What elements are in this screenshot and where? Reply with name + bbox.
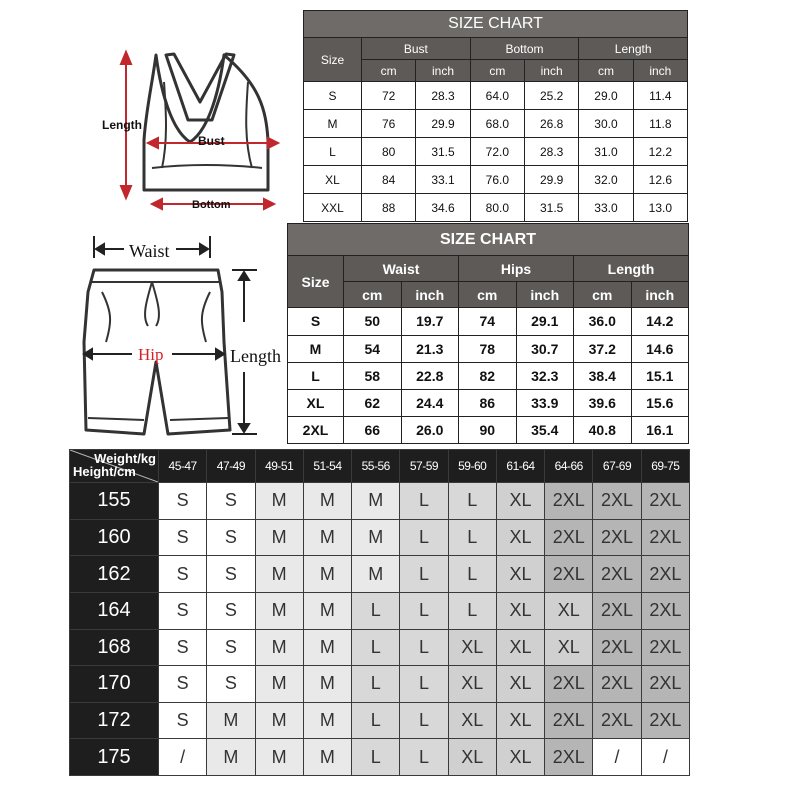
height-cell: 164 — [70, 592, 159, 629]
size-recommendation-cell: 2XL — [593, 629, 641, 666]
size-recommendation-cell: / — [159, 739, 207, 776]
bra-value-cell: 12.6 — [633, 166, 687, 194]
size-recommendation-cell: S — [207, 556, 255, 593]
fit-row — [70, 666, 690, 703]
size-recommendation-cell: XL — [496, 556, 544, 593]
bra-value-cell: 72.0 — [470, 138, 524, 166]
size-recommendation-cell: M — [303, 519, 351, 556]
size-recommendation-cell: M — [255, 666, 303, 703]
shorts-value-cell: 78 — [459, 335, 517, 362]
shorts-size-cell: S — [288, 308, 344, 335]
bra-value-cell: 31.0 — [579, 138, 633, 166]
fit-row — [70, 629, 690, 666]
bra-group-header: Bust — [362, 38, 471, 60]
bra-bust-label: Bust — [198, 134, 225, 148]
size-recommendation-cell: XL — [496, 592, 544, 629]
shorts-unit-header: inch — [401, 282, 459, 308]
size-recommendation-cell: XL — [448, 739, 496, 776]
bra-unit-header: inch — [416, 60, 470, 82]
size-recommendation-cell: L — [400, 592, 448, 629]
bra-unit-header: cm — [470, 60, 524, 82]
shorts-value-cell: 36.0 — [574, 308, 632, 335]
size-recommendation-cell: XL — [545, 592, 593, 629]
bra-value-cell: 80.0 — [470, 194, 524, 222]
weight-range-header: 59-60 — [448, 450, 496, 483]
shorts-length-label: Length — [230, 346, 281, 366]
shorts-group-header: Waist — [344, 256, 459, 282]
size-recommendation-cell: L — [400, 702, 448, 739]
size-recommendation-cell: XL — [496, 483, 544, 520]
shorts-value-cell: 29.1 — [516, 308, 574, 335]
bra-size-chart — [303, 10, 688, 222]
size-recommendation-cell: L — [352, 592, 400, 629]
bra-value-cell: 31.5 — [524, 194, 578, 222]
shorts-value-cell: 15.6 — [631, 389, 689, 416]
shorts-value-cell: 39.6 — [574, 389, 632, 416]
shorts-row — [288, 308, 689, 335]
size-recommendation-cell: L — [400, 739, 448, 776]
size-recommendation-cell: XL — [448, 702, 496, 739]
shorts-size-cell: L — [288, 362, 344, 389]
size-recommendation-cell: L — [352, 702, 400, 739]
shorts-group-header: Length — [574, 256, 689, 282]
height-cell: 168 — [70, 629, 159, 666]
size-recommendation-cell: M — [352, 519, 400, 556]
size-recommendation-cell: 2XL — [545, 739, 593, 776]
size-recommendation-cell: M — [207, 739, 255, 776]
size-recommendation-cell: M — [255, 592, 303, 629]
shorts-value-cell: 16.1 — [631, 416, 689, 443]
bra-size-cell: XXL — [304, 194, 362, 222]
shorts-size-cell: XL — [288, 389, 344, 416]
size-recommendation-cell: S — [207, 592, 255, 629]
fit-row — [70, 483, 690, 520]
bra-value-cell: 25.2 — [524, 82, 578, 110]
size-recommendation-cell: M — [255, 483, 303, 520]
bra-chart-body — [304, 82, 688, 222]
bra-value-cell: 12.2 — [633, 138, 687, 166]
bra-length-label: Length — [102, 118, 142, 132]
bra-value-cell: 29.0 — [579, 82, 633, 110]
size-recommendation-cell: M — [255, 519, 303, 556]
bra-value-cell: 29.9 — [416, 110, 470, 138]
weight-range-header: 57-59 — [400, 450, 448, 483]
bra-value-cell: 11.8 — [633, 110, 687, 138]
size-recommendation-cell: M — [303, 629, 351, 666]
bra-value-cell: 33.1 — [416, 166, 470, 194]
size-recommendation-cell: L — [448, 556, 496, 593]
shorts-value-cell: 35.4 — [516, 416, 574, 443]
size-recommendation-cell: L — [352, 629, 400, 666]
fit-row — [70, 556, 690, 593]
size-recommendation-cell: M — [207, 702, 255, 739]
size-recommendation-cell: 2XL — [641, 483, 689, 520]
shorts-row — [288, 362, 689, 389]
size-recommendation-cell: S — [159, 519, 207, 556]
size-recommendation-cell: 2XL — [641, 519, 689, 556]
size-recommendation-cell: M — [303, 702, 351, 739]
height-cell: 160 — [70, 519, 159, 556]
size-recommendation-cell: S — [207, 629, 255, 666]
size-recommendation-cell: M — [303, 483, 351, 520]
shorts-chart-title: SIZE CHART — [288, 224, 689, 256]
shorts-value-cell: 19.7 — [401, 308, 459, 335]
bra-value-cell: 33.0 — [579, 194, 633, 222]
shorts-value-cell: 54 — [344, 335, 402, 362]
bra-value-cell: 30.0 — [579, 110, 633, 138]
shorts-drawing — [72, 222, 282, 442]
size-recommendation-cell: M — [352, 556, 400, 593]
shorts-value-cell: 37.2 — [574, 335, 632, 362]
height-cell: 162 — [70, 556, 159, 593]
size-recommendation-cell: S — [159, 702, 207, 739]
shorts-unit-header: cm — [459, 282, 517, 308]
shorts-row — [288, 416, 689, 443]
size-recommendation-cell: 2XL — [593, 483, 641, 520]
bra-size-header: Size — [304, 38, 362, 82]
bra-value-cell: 88 — [362, 194, 416, 222]
shorts-value-cell: 24.4 — [401, 389, 459, 416]
height-axis-label: Height/cm — [73, 464, 136, 479]
size-recommendation-cell: 2XL — [545, 702, 593, 739]
size-recommendation-cell: XL — [496, 629, 544, 666]
size-recommendation-cell: XL — [448, 666, 496, 703]
size-recommendation-cell: M — [352, 483, 400, 520]
bra-value-cell: 32.0 — [579, 166, 633, 194]
size-recommendation-cell: XL — [545, 629, 593, 666]
bra-unit-header: cm — [579, 60, 633, 82]
bra-row — [304, 166, 688, 194]
bra-unit-header: inch — [633, 60, 687, 82]
bra-value-cell: 34.6 — [416, 194, 470, 222]
bra-row — [304, 82, 688, 110]
weight-header-row — [70, 450, 690, 483]
size-recommendation-cell: S — [159, 483, 207, 520]
shorts-row — [288, 389, 689, 416]
size-recommendation-cell: L — [400, 666, 448, 703]
shorts-value-cell: 82 — [459, 362, 517, 389]
bra-value-cell: 11.4 — [633, 82, 687, 110]
fit-row — [70, 592, 690, 629]
bra-size-cell: XL — [304, 166, 362, 194]
shorts-value-cell: 26.0 — [401, 416, 459, 443]
bra-value-cell: 68.0 — [470, 110, 524, 138]
size-recommendation-cell: L — [400, 483, 448, 520]
bra-value-cell: 76 — [362, 110, 416, 138]
weight-range-header: 61-64 — [496, 450, 544, 483]
weight-range-header: 51-54 — [303, 450, 351, 483]
bra-unit-header: cm — [362, 60, 416, 82]
size-recommendation-cell: S — [159, 592, 207, 629]
size-recommendation-cell: XL — [448, 629, 496, 666]
bra-value-cell: 84 — [362, 166, 416, 194]
size-recommendation-cell: L — [448, 519, 496, 556]
size-recommendation-cell: XL — [496, 739, 544, 776]
bra-chart-title: SIZE CHART — [304, 11, 688, 38]
shorts-value-cell: 38.4 — [574, 362, 632, 389]
shorts-illustration — [72, 222, 282, 442]
bra-value-cell: 64.0 — [470, 82, 524, 110]
height-cell: 170 — [70, 666, 159, 703]
size-recommendation-cell: L — [448, 592, 496, 629]
size-recommendation-cell: XL — [496, 666, 544, 703]
shorts-row — [288, 335, 689, 362]
size-recommendation-cell: 2XL — [545, 519, 593, 556]
bra-value-cell: 28.3 — [416, 82, 470, 110]
size-recommendation-cell: 2XL — [641, 629, 689, 666]
size-recommendation-cell: / — [593, 739, 641, 776]
size-recommendation-cell: L — [400, 519, 448, 556]
shorts-value-cell: 50 — [344, 308, 402, 335]
bra-row — [304, 194, 688, 222]
fit-row — [70, 519, 690, 556]
shorts-value-cell: 74 — [459, 308, 517, 335]
shorts-hip-label: Hip — [138, 345, 164, 364]
size-recommendation-cell: S — [207, 483, 255, 520]
weight-range-header: 47-49 — [207, 450, 255, 483]
height-weight-fit-chart — [69, 449, 690, 776]
shorts-unit-header: cm — [344, 282, 402, 308]
shorts-size-cell: M — [288, 335, 344, 362]
weight-range-header: 67-69 — [593, 450, 641, 483]
bra-value-cell: 29.9 — [524, 166, 578, 194]
bra-value-cell: 31.5 — [416, 138, 470, 166]
size-recommendation-cell: L — [448, 483, 496, 520]
weight-range-header: 45-47 — [159, 450, 207, 483]
size-recommendation-cell: M — [303, 556, 351, 593]
size-recommendation-cell: M — [255, 702, 303, 739]
shorts-value-cell: 14.6 — [631, 335, 689, 362]
fit-row — [70, 702, 690, 739]
height-cell: 172 — [70, 702, 159, 739]
size-recommendation-cell: 2XL — [641, 702, 689, 739]
size-recommendation-cell: L — [352, 739, 400, 776]
bra-value-cell: 72 — [362, 82, 416, 110]
size-recommendation-cell: 2XL — [641, 666, 689, 703]
bra-unit-header: inch — [524, 60, 578, 82]
shorts-unit-header: inch — [631, 282, 689, 308]
height-cell: 175 — [70, 739, 159, 776]
shorts-value-cell: 62 — [344, 389, 402, 416]
size-recommendation-cell: XL — [496, 702, 544, 739]
size-recommendation-cell: 2XL — [593, 702, 641, 739]
shorts-size-cell: 2XL — [288, 416, 344, 443]
size-recommendation-cell: XL — [496, 519, 544, 556]
bra-row — [304, 138, 688, 166]
shorts-value-cell: 86 — [459, 389, 517, 416]
bra-group-header: Length — [579, 38, 688, 60]
size-recommendation-cell: 2XL — [545, 483, 593, 520]
size-recommendation-cell: M — [255, 556, 303, 593]
shorts-value-cell: 22.8 — [401, 362, 459, 389]
shorts-value-cell: 14.2 — [631, 308, 689, 335]
size-recommendation-cell: M — [303, 666, 351, 703]
size-recommendation-cell: 2XL — [641, 556, 689, 593]
shorts-value-cell: 21.3 — [401, 335, 459, 362]
size-recommendation-cell: 2XL — [545, 666, 593, 703]
size-recommendation-cell: 2XL — [593, 592, 641, 629]
bra-row — [304, 110, 688, 138]
shorts-value-cell: 90 — [459, 416, 517, 443]
weight-range-header: 64-66 — [545, 450, 593, 483]
size-recommendation-cell: M — [255, 739, 303, 776]
weight-range-header: 55-56 — [352, 450, 400, 483]
fit-row — [70, 739, 690, 776]
size-recommendation-cell: 2XL — [593, 666, 641, 703]
shorts-value-cell: 15.1 — [631, 362, 689, 389]
shorts-unit-header: cm — [574, 282, 632, 308]
shorts-chart-body — [288, 308, 689, 444]
size-recommendation-cell: 2XL — [545, 556, 593, 593]
weight-range-header: 69-75 — [641, 450, 689, 483]
size-recommendation-cell: S — [159, 629, 207, 666]
shorts-value-cell: 32.3 — [516, 362, 574, 389]
height-cell: 155 — [70, 483, 159, 520]
shorts-waist-label: Waist — [129, 241, 170, 261]
size-recommendation-cell: S — [159, 556, 207, 593]
shorts-value-cell: 30.7 — [516, 335, 574, 362]
bra-value-cell: 13.0 — [633, 194, 687, 222]
shorts-value-cell: 58 — [344, 362, 402, 389]
bra-size-cell: L — [304, 138, 362, 166]
shorts-group-header: Hips — [459, 256, 574, 282]
bra-size-cell: S — [304, 82, 362, 110]
size-recommendation-cell: 2XL — [593, 556, 641, 593]
size-recommendation-cell: M — [255, 629, 303, 666]
shorts-value-cell: 66 — [344, 416, 402, 443]
size-recommendation-cell: L — [400, 629, 448, 666]
shorts-size-chart — [287, 223, 689, 444]
size-recommendation-cell: 2XL — [593, 519, 641, 556]
size-recommendation-cell: L — [352, 666, 400, 703]
bra-group-header: Bottom — [470, 38, 579, 60]
size-recommendation-cell: M — [303, 592, 351, 629]
shorts-value-cell: 33.9 — [516, 389, 574, 416]
bra-value-cell: 80 — [362, 138, 416, 166]
bra-value-cell: 76.0 — [470, 166, 524, 194]
size-recommendation-cell: 2XL — [641, 592, 689, 629]
weight-range-header: 49-51 — [255, 450, 303, 483]
corner-header — [70, 450, 159, 483]
shorts-unit-header: inch — [516, 282, 574, 308]
bra-size-cell: M — [304, 110, 362, 138]
size-recommendation-cell: S — [159, 666, 207, 703]
shorts-size-header: Size — [288, 256, 344, 308]
size-recommendation-cell: S — [207, 666, 255, 703]
size-recommendation-cell: M — [303, 739, 351, 776]
size-recommendation-cell: / — [641, 739, 689, 776]
shorts-value-cell: 40.8 — [574, 416, 632, 443]
size-recommendation-cell: L — [400, 556, 448, 593]
bra-value-cell: 26.8 — [524, 110, 578, 138]
bra-value-cell: 28.3 — [524, 138, 578, 166]
fit-chart-body — [70, 483, 690, 776]
weight-axis-label: Weight/kg — [94, 451, 156, 466]
size-recommendation-cell: S — [207, 519, 255, 556]
bra-bottom-label: Bottom — [192, 199, 231, 211]
